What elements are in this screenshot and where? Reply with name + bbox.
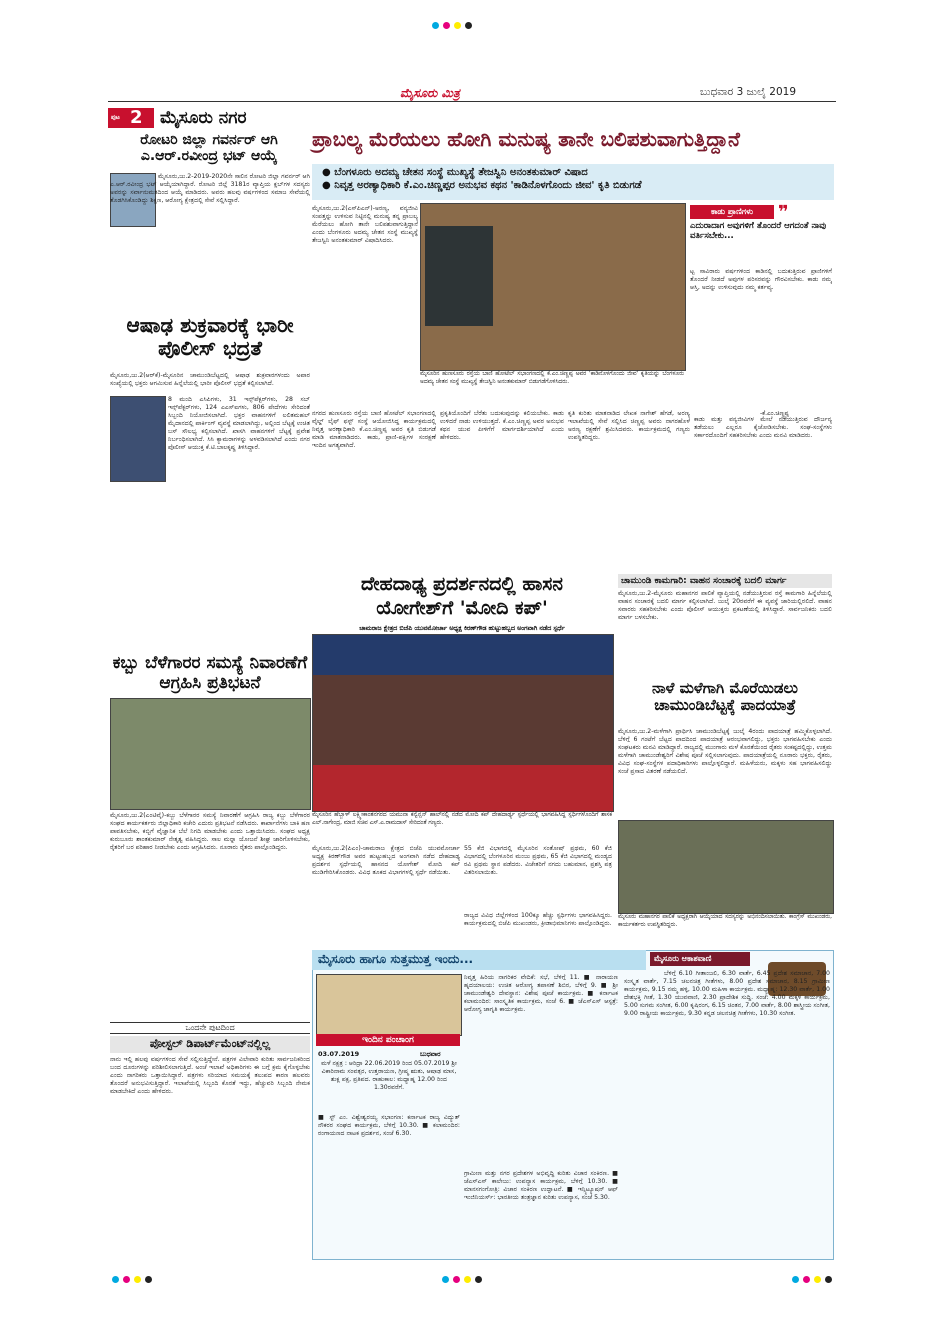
panchanga-body: ಮಳೆ ನಕ್ಷತ್ರ : ಆರಿದ್ರಾ 22.06.2019 ರಿಂದ 05.07.2019 ಶ್ರೀ ವಿಕಾರಿನಾಮ ಸಂವತ್ಸರ, ಉತ್ತರಾಯಣ, ಗ್ರೀಷ್ಮ ಋತು, ಆಷಾಢ ಮಾಸ, ಶುಕ್ಲ ಪಕ್ಷ, ಪ್ರತಿಪದ. ರಾಹುಕಾಲ: ಮಧ್ಯಾಹ್ನ 12.00 ರಿಂದ 1.30ರವರೆಗೆ. bbox=[321, 1060, 457, 1091]
page-number: 2 bbox=[130, 107, 143, 128]
lead-body-5: ಕಾಡು ಮತ್ತು ವನ್ಯಜೀವಿಗಳ ಮೇಲೆ ನಡೆಯುತ್ತಿರುವ ದೌರ್ಜನ್ಯ ತಡೆಯಲು ಎಲ್ಲರೂ ಕೈಜೋಡಿಸಬೇಕು. ಸಂಘ-ಸಂಸ್ಥೆಗಳು ಸರ್ಕಾರದೊಂದಿಗೆ ಸಹಕರಿಸಬೇಕು ಎಂದು ಮನವಿ ಮಾಡಿದರು. bbox=[694, 416, 832, 439]
sidebar-heading: ಎದುರಾದಾಗ ಅವುಗಳಿಗೆ ತೊಂದರೆ ಆಗದಂತೆ ನಾವು ವರ್ತಿಸಬೇಕು... bbox=[690, 221, 827, 241]
events-col-2: ನಿವೃತ್ತ ಹಿರಿಯ ನಾಗರಿಕರ ವೇದಿಕೆ: ಸಭೆ, ಬೆಳಿಗ್ಗೆ 11. ■ ನಾರಾಯಣ ಹೃದಯಾಲಯ: ಉಚಿತ ಆರೋಗ್ಯ ತಪಾಸಣೆ ಶಿಬಿರ, ಬೆಳಿಗ್ಗೆ 9. ■ ಶ್ರೀ ಚಾಮುಂಡೇಶ್ವರಿ ದೇವಸ್ಥಾನ: ವಿಶೇಷ ಪೂಜೆ ಕಾರ್ಯಕ್ರಮ. ■ ಕರ್ನಾಟಕ ಕಲಾಮಂದಿರ: ಸಾಂಸ್ಕೃತಿಕ ಕಾರ್ಯಕ್ರಮ, ಸಂಜೆ 6. ■ ಜೆಎಸ್‌ಎಸ್ ಆಸ್ಪತ್ರೆ: ಆರೋಗ್ಯ ಜಾಗೃತಿ ಕಾರ್ಯಕ್ರಮ. bbox=[464, 974, 618, 1013]
chamundi-road-body: ಮೈಸೂರು,ಜು.2-ಮೈಸೂರು ಮಹಾನಗರ ಪಾಲಿಕೆ ವ್ಯಾಪ್ತಿಯಲ್ಲಿ ನಡೆಯುತ್ತಿರುವ ರಸ್ತೆ ಕಾಮಗಾರಿ ಹಿನ್ನೆಲೆಯಲ್ಲಿ ವಾಹನ ಸಂಚಾರಕ್ಕೆ ಬದಲಿ ಮಾರ್ಗ ಕಲ್ಪಿಸಲಾಗಿದೆ. ಜುಲೈ 20ರವರೆಗೆ ಈ ವ್ಯವಸ್ಥೆ ಜಾರಿಯಲ್ಲಿರಲಿದೆ. ವಾಹನ ಸವಾರರು ಸಹಕರಿಸಬೇಕು ಎಂದು ಪೊಲೀಸ್ ಆಯುಕ್ತರು ಪ್ರಕಟಣೆಯಲ್ಲಿ ತಿಳಿಸಿದ್ದಾರೆ. ಸಾರ್ವಜನಿಕರು ಬದಲಿ ಮಾರ್ಗ ಬಳಸಬೇಕು. bbox=[618, 590, 832, 621]
balloon-floor bbox=[313, 765, 613, 811]
events-col-1: ■ ಸ್ಟ್ ಎಂ. ವಿಶ್ವೇಶ್ವರಯ್ಯ ಸಭಾಂಗಣ: ಕರ್ನಾಟಕ ರಾಜ್ಯ ವಿದ್ಯುತ್ ನೌಕರರ ಸಂಘದ ಕಾರ್ಯಕ್ರಮ, ಬೆಳಿಗ್ಗೆ 10.30. ■ ಕಲಾಮಂದಿರ: ರಂಗಾಯಣದ ನಾಟಕ ಪ್ರದರ್ಶನ, ಸಂಜೆ 6.30. bbox=[318, 1114, 460, 1137]
lead-body-1: ಮೈಸೂರು,ಜು.2(ಎಸ್‌ಪಿಎನ್)-ಅರಣ್ಯ, ವನ್ಯಜೀವಿ ಸಂಪತ್ತನ್ನು ಉಳಿಸುವ ನಿಟ್ಟಿನಲ್ಲಿ ಮನುಷ್ಯ ತನ್ನ ಪ್ರಾಬಲ್ಯ ಮೆರೆಯಲು ಹೋಗಿ ತಾನೇ ಬಲಿಪಶುವಾಗುತ್ತಿದ್ದಾನೆ ಎಂದು ಬೆಂಗಳೂರು ಅದಮ್ಯ ಚೇತನ ಸಂಸ್ಥೆ ಮುಖ್ಯಸ್ಥೆ ತೇಜಸ್ವಿನಿ ಅನಂತಕುಮಾರ್ ವಿಷಾದಿಸಿದರು. bbox=[312, 205, 418, 244]
continued-body: ನಾನು ಇಲ್ಲಿ ಹಲವು ವರ್ಷಗಳಿಂದ ಸೇವೆ ಸಲ್ಲಿಸುತ್ತಿದ್ದೇನೆ. ಪತ್ರಗಳ ವಿಲೇವಾರಿ ಕುರಿತು ಸಾರ್ವಜನಿಕರಿಂದ ಬಂದ ದೂರುಗಳನ್ನು ಪರಿಶೀಲಿಸಲಾಗುತ್ತಿದೆ. ಅಂಚೆ ಇಲಾಖೆ ಅಧಿಕಾರಿಗಳು ಈ ಬಗ್ಗೆ ಕ್ರಮ ಕೈಗೊಳ್ಳಬೇಕು ಎಂದು ನಾಗರಿಕರು ಒತ್ತಾಯಿಸಿದ್ದಾರೆ. ಪತ್ರಗಳು ಸರಿಯಾದ ಸಮಯಕ್ಕೆ ತಲುಪದ ಕಾರಣ ಹಲವರು ತೊಂದರೆ ಅನುಭವಿಸುತ್ತಿದ್ದಾರೆ. ಇಲಾಖೆಯಲ್ಲಿ ಸಿಬ್ಬಂದಿ ಕೊರತೆ ಇದ್ದು, ಹೆಚ್ಚುವರಿ ಸಿಬ್ಬಂದಿ ನೇಮಕ ಮಾಡಬೇಕಿದೆ ಎಂದು ಹೇಳಿದರು. bbox=[110, 1056, 310, 1095]
sidebar-body: ಟ್ಟ ಸಾವಿರಾರು ವರ್ಷಗಳಿಂದ ಕಾಡಿನಲ್ಲಿ ಬದುಕುತ್ತಿರುವ ಪ್ರಾಣಿಗಳಿಗೆ ತೊಂದರೆ ನೀಡದೆ ಅವುಗಳ ಪರಿಸರವನ್ನು ಗೌರವಿಸಬೇಕು. ಕಾಡು ನಮ್ಮ ಆಸ್ತಿ, ಅದನ್ನು ಉಳಿಸುವುದು ನಮ್ಮ ಕರ್ತವ್ಯ. bbox=[690, 268, 832, 291]
bullet-icon: ● bbox=[322, 167, 331, 178]
lead-bullet-1 bbox=[312, 164, 834, 178]
bodybuilding-body-2: 55 ಕೆಜಿ ವಿಭಾಗದಲ್ಲಿ ಮೈಸೂರಿನ ಸಂತೋಷ್ ಪ್ರಥಮ, 60 ಕೆಜಿ ವಿಭಾಗದಲ್ಲಿ ಬೆಂಗಳೂರಿನ ಮಂಜು ಪ್ರಥಮ, 65 ಕೆಜಿ ವಿಭಾಗದಲ್ಲಿ ಮಂಡ್ಯದ ರವಿ ಪ್ರಥಮ ಸ್ಥಾನ ಪಡೆದರು. ವಿಜೇತರಿಗೆ ನಗದು ಬಹುಮಾನ, ಪ್ರಶಸ್ತಿ ಪತ್ರ ವಿತರಿಸಲಾಯಿತು. bbox=[464, 845, 612, 876]
lead-bullet-2-text: ನಿವೃತ್ತ ಅರಣ್ಯಾಧಿಕಾರಿ ಕೆ.ಎಂ.ಚಿಣ್ಣಪ್ಪರ ಅನುಭವ ಕಥನ 'ಕಾಡಿನೊಳಗೊಂದು ಜೀವ' ಕೃತಿ ಬಿಡುಗಡೆ bbox=[334, 180, 642, 191]
bodybuilding-headline-1: ದೇಹದಾಢ್ಯ ಪ್ರದರ್ಶನದಲ್ಲಿ ಹಾಸನ bbox=[361, 573, 563, 595]
radio-title: ಮೈಸೂರು ಆಕಾಶವಾಣಿ bbox=[650, 952, 750, 966]
bodybuilding-body-1: ಮೈಸೂರು,ಜು.2(ಪಿಎಂ)-ಚಾಮರಾಜ ಕ್ಷೇತ್ರದ ಬಿಜೆಪಿ ಯುವಮೋರ್ಚಾ ಅಧ್ಯಕ್ಷ ಕಿರಣ್‌ಗೌಡ ಅವರ ಹುಟ್ಟುಹಬ್ಬದ ಅಂಗವಾಗಿ ನಡೆದ ದೇಹದಾಢ್ಯ ಪ್ರದರ್ಶನ ಸ್ಪರ್ಧೆಯಲ್ಲಿ ಹಾಸನದ ಯೋಗೇಶ್ ಮೋದಿ ಕಪ್ ಮುಡಿಗೇರಿಸಿಕೊಂಡರು. ವಿವಿಧ ತೂಕದ ವಿಭಾಗಗಳಲ್ಲಿ ಸ್ಪರ್ಧೆ ನಡೆಯಿತು. bbox=[312, 845, 460, 876]
bodybuilding-headline-2: ಯೋಗೇಶ್‌ಗೆ 'ಮೋದಿ ಕಪ್' bbox=[376, 597, 548, 619]
protest-photo bbox=[110, 698, 311, 810]
felicitation-caption: ಮೈಸೂರು ಮಹಾನಗರ ಪಾಲಿಕೆ ಅಧ್ಯಕ್ಷರಾಗಿ ಆಯ್ಕೆಯಾದ ಸದಸ್ಯರನ್ನು ಅಭಿನಂದಿಸಲಾಯಿತು. ಕಾಂಗ್ರೆಸ್ ಮುಖಂಡರು, ಕಾರ್ಯಕರ್ತರು ಉಪಸ್ಥಿತರಿದ್ದರು. bbox=[618, 914, 832, 928]
felicitation-photo bbox=[618, 820, 834, 914]
lead-body-4: ಕೃತಿ ಕುರಿತು ಮಾತನಾಡಿದ ಲೇಖಕ ನಾಗೇಶ್ ಹೆಗಡೆ, ಅರಣ್ಯ ಇಲಾಖೆಯಲ್ಲಿ ಸೇವೆ ಸಲ್ಲಿಸಿದ ಚಿಣ್ಣಪ್ಪ ಅವರು ನಾಗರಹೊಳೆ ಅರಣ್ಯ ರಕ್ಷಣೆಗೆ ಶ್ರಮಿಸಿದವರು. ಕಾರ್ಯಕ್ರಮದಲ್ಲಿ ಗಣ್ಯರು ಉಪಸ್ಥಿತರಿದ್ದರು. bbox=[568, 410, 690, 441]
page-word: ಪುಟ bbox=[111, 114, 120, 121]
bullet-icon: ● bbox=[322, 180, 331, 191]
radio-body: ಬೆಳಿಗ್ಗೆ 6.10 ಗೀತಾಂಜಲಿ, 6.30 ವಾರ್ತೆ, 6.45 ಪ್ರದೇಶ ಸಮಾಚಾರ, 7.00 ಸಂಸ್ಕೃತ ವಾರ್ತೆ, 7.15 ಚಲನಚಿತ್ರ ಗೀತೆಗಳು, 8.00 ಪ್ರದೇಶ ಸಮಾಚಾರ, 8.15 ಗ್ರಾಮೀಣ ಕಾರ್ಯಕ್ರಮ, 9.15 ನಮ್ಮ ಹಳ್ಳಿ, 10.00 ಮಹಿಳಾ ಕಾರ್ಯಕ್ರಮ. ಮಧ್ಯಾಹ್ನ: 12.30 ವಾರ್ತೆ, 1.00 ದೇಶಭಕ್ತಿ ಗೀತೆ, 1.30 ಯುವವಾಣಿ, 2.30 ಪ್ರಾದೇಶಿಕ ಸುದ್ದಿ. ಸಂಜೆ: 4.00 ಮಕ್ಕಳ ಕಾರ್ಯಕ್ರಮ, 5.00 ಸುಗಮ ಸಂಗೀತ, 6.00 ಕೃಷಿರಂಗ, 6.15 ಚಿಂತನ, 7.00 ವಾರ್ತೆ, 8.00 ಶಾಸ್ತ್ರೀಯ ಸಂಗೀತ, 9.00 ರಾಷ್ಟ್ರೀಯ ಕಾರ್ಯಕ್ರಮ, 9.30 ಕನ್ನಡ ಚಲನಚಿತ್ರ ಗೀತೆಗಳು, 10.30 ಸಂಗೀತ. bbox=[624, 970, 830, 1017]
sugarcane-headline: ಕಬ್ಬು ಬೆಳೆಗಾರರ ಸಮಸ್ಯೆ ನಿವಾರಣೆಗೆ ಆಗ್ರಹಿಸಿ ಪ್ರತಿಭಟನೆ bbox=[112, 653, 308, 693]
panchanga-weekday: ಬುಧವಾರ bbox=[420, 1050, 441, 1058]
registration-marks-top bbox=[430, 14, 474, 33]
quote-icon: ❞ bbox=[778, 202, 789, 223]
continued-label: ಒಂದನೇ ಪುಟದಿಂದ bbox=[110, 1022, 310, 1034]
book-release-photo bbox=[420, 203, 686, 371]
page-number-badge bbox=[108, 108, 154, 128]
bodybuilding-subhead: ಚಾಮರಾಜ ಕ್ಷೇತ್ರದ ಬಿಜೆಪಿ ಯುವಮೋರ್ಚಾ ಅಧ್ಯಕ್ಷ ಕಿರಣ್‌ಗೌಡ ಹುಟ್ಟುಹಬ್ಬದ ಅಂಗವಾಗಿ ನಡೆದ ಸ್ಪರ್ಧೆ bbox=[359, 625, 565, 632]
masthead-rule bbox=[108, 101, 836, 102]
rotary-headline: ರೋಟರಿ ಜಿಲ್ಲಾ ಗವರ್ನರ್ ಆಗಿ ಎ.ಆರ್.ರವೀಂದ್ರ ಭಟ್ ಆಯ್ಕೆ bbox=[140, 132, 278, 165]
bodybuilding-caption: ಮೈಸೂರಿನ ಹೆಬ್ಬಾಳ್ ಲಕ್ಷ್ಮೀಕಾಂತನಗರದ ಯಮುನಾ ಕನ್ವೆನ್ಷನ್ ಹಾಲ್‌ನಲ್ಲಿ ನಡೆದ ಮೋದಿ ಕಪ್ ದೇಹದಾರ್ಢ್ಯ ಸ್ಪರ್ಧೆಯಲ್ಲಿ ಭಾಗವಹಿಸಿದ್ದ ಸ್ಪರ್ಧಿಗಳೊಂದಿಗೆ ಶಾಸಕ ಎಲ್.ನಾಗೇಂದ್ರ, ಮಾಜಿ ಸಚಿವ ಎಸ್.ಎ.ರಾಮದಾಸ್ ಸೇರಿದಂತೆ ಗಣ್ಯರು. bbox=[312, 812, 612, 826]
rotary-body: ಮೈಸೂರು,ಜು.2-2019-2020ನೇ ಸಾಲಿನ ರೋಟರಿ ಜಿಲ್ಲಾ ಗವರ್ನರ್ ಆಗಿ ಎ.ಆರ್.ರವೀಂದ್ರ ಭಟ್ ಆಯ್ಕೆಯಾಗಿದ್ದಾರೆ. ರೋಟರಿ ಜಿಲ್ಲೆ 3181ರ ವ್ಯಾಪ್ತಿಯ ಕ್ಲಬ್‌ಗಳ ಸದಸ್ಯರು ಅವರನ್ನು ಸರ್ವಾನುಮತದಿಂದ ಆಯ್ಕೆ ಮಾಡಿದರು. ಅವರು ಹಲವು ವರ್ಷಗಳಿಂದ ಸಮಾಜ ಸೇವೆಯಲ್ಲಿ ತೊಡಗಿಸಿಕೊಂಡಿದ್ದು ಶಿಕ್ಷಣ, ಆರೋಗ್ಯ ಕ್ಷೇತ್ರದಲ್ಲಿ ಸೇವೆ ಸಲ್ಲಿಸಿದ್ದಾರೆ. bbox=[110, 173, 310, 204]
lead-bullet-1-text: ಬೆಂಗಳೂರು ಅದಮ್ಯ ಚೇತನ ಸಂಸ್ಥೆ ಮುಖ್ಯಸ್ಥೆ ತೇಜಸ್ವಿನಿ ಅನಂತಕುಮಾರ್ ವಿಷಾದ bbox=[334, 167, 588, 178]
sugarcane-body: ಮೈಸೂರು,ಜು.2(ಎಂಟಿವೈ)-ಕಬ್ಬು ಬೆಳೆಗಾರರ ಸಮಸ್ಯೆ ನಿವಾರಣೆಗೆ ಆಗ್ರಹಿಸಿ ರಾಜ್ಯ ಕಬ್ಬು ಬೆಳೆಗಾರರ ಸಂಘದ ಕಾರ್ಯಕರ್ತರು ಜಿಲ್ಲಾಧಿಕಾರಿ ಕಚೇರಿ ಎದುರು ಪ್ರತಿಭಟನೆ ನಡೆಸಿದರು. ಕಾರ್ಖಾನೆಗಳು ಬಾಕಿ ಹಣ ಪಾವತಿಸಬೇಕು, ಕಬ್ಬಿಗೆ ವೈಜ್ಞಾನಿಕ ಬೆಲೆ ನಿಗದಿ ಮಾಡಬೇಕು ಎಂದು ಒತ್ತಾಯಿಸಿದರು. ಸಂಘದ ಅಧ್ಯಕ್ಷ ಕುರುಬೂರು ಶಾಂತಕುಮಾರ್ ನೇತೃತ್ವ ವಹಿಸಿದ್ದರು. ಸಾಲ ಮನ್ನಾ ಯೋಜನೆ ಶೀಘ್ರ ಜಾರಿಗೊಳಿಸಬೇಕು, ರೈತರಿಗೆ ಬರ ಪರಿಹಾರ ನೀಡಬೇಕು ಎಂದು ಆಗ್ರಹಿಸಿದರು. ನೂರಾರು ರೈತರು ಪಾಲ್ಗೊಂಡಿದ್ದರು. bbox=[110, 812, 310, 851]
lead-bullets bbox=[312, 164, 834, 200]
masthead-logo: ಮೈಸೂರು ಮಿತ್ರ bbox=[400, 86, 460, 100]
sidebar-tag: ಕಾಡು ಪ್ರಾಣಿಗಳು bbox=[690, 205, 774, 219]
continued-headline: ಪೋಸ್ಟಲ್ ಡಿಪಾರ್ಟ್‌ಮೆಂಟ್‌ನಲ್ಲಿಲ್ಲ bbox=[110, 1036, 310, 1053]
padayatra-headline: ನಾಳೆ ಮಳೆಗಾಗಿ ಮೊರೆಯಿಡಲು ಚಾಮುಂಡಿಬೆಟ್ಟಕ್ಕೆ ಪಾದಯಾತ್ರೆ bbox=[652, 679, 798, 715]
panchanga-title: ಇಂದಿನ ಪಂಚಾಂಗ bbox=[316, 1034, 460, 1046]
lead-bullet-2 bbox=[312, 178, 834, 191]
chamundi-road-tag: ಚಾಮುಂಡಿ ಕಾಮಗಾರಿ: ವಾಹನ ಸಂಚಾರಕ್ಕೆ ಬದಲಿ ಮಾರ್ಗ bbox=[618, 574, 832, 588]
lead-body-2: ನಗರದ ಹುಣಸೂರು ರಸ್ತೆಯ ಬಾಣಿ ಹೋಟೆಲ್ ಸಭಾಂಗಣದಲ್ಲಿ ವೈಲ್ಡ್ ಲೈಫ್ ಫಸ್ಟ್ ಸಂಸ್ಥೆ ಆಯೋಜಿಸಿದ್ದ ಕಾರ್ಯಕ್ರಮದಲ್ಲಿ ನಿವೃತ್ತ ಅರಣ್ಯಾಧಿಕಾರಿ ಕೆ.ಎಂ.ಚಿಣ್ಣಪ್ಪ ಅವರ ಕೃತಿ ಬಿಡುಗಡೆ ಮಾಡಿ ಮಾತನಾಡಿದರು. ಕಾಡು, ಪ್ರಾಣಿ-ಪಕ್ಷಿಗಳ ಸಂರಕ್ಷಣೆ ಇಂದಿನ ಅಗತ್ಯವಾಗಿದೆ. bbox=[312, 410, 436, 449]
police-intro: ಮೈಸೂರು,ಜು.2(ಆರ್‌ಕೆ)-ಮೈಸೂರಿನ ಚಾಮುಂಡಿಬೆಟ್ಟದಲ್ಲಿ ಆಷಾಢ ಶುಕ್ರವಾರಗಳಂದು ಅಪಾರ ಸಂಖ್ಯೆಯಲ್ಲಿ ಭಕ್ತರು ಆಗಮಿಸುವ ಹಿನ್ನೆಲೆಯಲ್ಲಿ ಭಾರೀ ಪೊಲೀಸ್ ಭದ್ರತೆ ಕಲ್ಪಿಸಲಾಗಿದೆ. bbox=[110, 372, 310, 387]
registration-marks-bottom bbox=[110, 1268, 154, 1287]
panchanga-date: 03.07.2019 bbox=[318, 1050, 360, 1058]
elephant-poster bbox=[425, 226, 493, 326]
events-title: ಮೈಸೂರು ಹಾಗೂ ಸುತ್ತಮುತ್ತ ಇಂದು... bbox=[318, 952, 474, 966]
bodybuilding-body-3: ರಾಜ್ಯದ ವಿವಿಧ ಜಿಲ್ಲೆಗಳಿಂದ 100ಕ್ಕೂ ಹೆಚ್ಚು ಸ್ಪರ್ಧಿಗಳು ಭಾಗವಹಿಸಿದ್ದರು. ಕಾರ್ಯಕ್ರಮದಲ್ಲಿ ಬಿಜೆಪಿ ಮುಖಂಡರು, ಕ್ರೀಡಾಭಿಮಾನಿಗಳು ಪಾಲ್ಗೊಂಡಿದ್ದರು. bbox=[464, 912, 612, 927]
lead-headline: ಪ್ರಾಬಲ್ಯ ಮೆರೆಯಲು ಹೋಗಿ ಮನುಷ್ಯ ತಾನೇ ಬಲಿಪಶುವಾಗುತ್ತಿದ್ದಾನೆ bbox=[312, 127, 740, 151]
registration-marks-bottom-right bbox=[790, 1268, 834, 1287]
padayatra-body: ಮೈಸೂರು,ಜು.2-ಮಳೆಗಾಗಿ ಪ್ರಾರ್ಥಿಸಿ ಚಾಮುಂಡಿಬೆಟ್ಟಕ್ಕೆ ಜುಲೈ 4ರಂದು ಪಾದಯಾತ್ರೆ ಹಮ್ಮಿಕೊಳ್ಳಲಾಗಿದೆ. ಬೆಳಿಗ್ಗೆ 6 ಗಂಟೆಗೆ ಬೆಟ್ಟದ ಪಾದದಿಂದ ಪಾದಯಾತ್ರೆ ಆರಂಭವಾಗಲಿದ್ದು, ಭಕ್ತರು ಭಾಗವಹಿಸಬೇಕು ಎಂದು ಸಂಘಟಕರು ಮನವಿ ಮಾಡಿದ್ದಾರೆ. ರಾಜ್ಯದಲ್ಲಿ ಮುಂಗಾರು ಮಳೆ ಕೊರತೆಯಿಂದ ರೈತರು ಸಂಕಷ್ಟದಲ್ಲಿದ್ದು, ಉತ್ತಮ ಮಳೆಗಾಗಿ ಚಾಮುಂಡೇಶ್ವರಿಗೆ ವಿಶೇಷ ಪೂಜೆ ಸಲ್ಲಿಸಲಾಗುವುದು. ಪಾದಯಾತ್ರೆಯಲ್ಲಿ ನೂರಾರು ಭಕ್ತರು, ರೈತರು, ವಿವಿಧ ಸಂಘ-ಸಂಸ್ಥೆಗಳ ಪದಾಧಿಕಾರಿಗಳು ಪಾಲ್ಗೊಳ್ಳಲಿದ್ದಾರೆ. ಮಹಿಳೆಯರು, ಮಕ್ಕಳು ಸಹ ಭಾಗವಹಿಸಲಿದ್ದು ಸಂಜೆ ಪ್ರಸಾದ ವಿತರಣೆ ನಡೆಯಲಿದೆ. bbox=[618, 728, 832, 775]
palace-photo bbox=[316, 974, 462, 1036]
bodybuilding-photo bbox=[312, 634, 614, 812]
police-body: 8 ಮಂದಿ ಎಸಿಪಿಗಳು, 31 ಇನ್ಸ್‌ಪೆಕ್ಟರ್‌ಗಳು, 28 ಸಬ್ ಇನ್ಸ್‌ಪೆಕ್ಟರ್‌ಗಳು, 124 ಎಎಸ್‌ಐಗಳು, 806 ಪೇದೆಗಳು ಸೇರಿದಂತೆ ಸಿಬ್ಬಂದಿ ನಿಯೋಜಿಸಲಾಗಿದೆ. ಭಕ್ತರ ವಾಹನಗಳಿಗೆ ಲಲಿತಮಹಲ್ ಮೈದಾನದಲ್ಲಿ ಪಾರ್ಕಿಂಗ್ ವ್ಯವಸ್ಥೆ ಮಾಡಲಾಗಿದ್ದು, ಅಲ್ಲಿಂದ ಬೆಟ್ಟಕ್ಕೆ ಉಚಿತ ಬಸ್ ಸೌಲಭ್ಯ ಕಲ್ಪಿಸಲಾಗಿದೆ. ಖಾಸಗಿ ವಾಹನಗಳಿಗೆ ಬೆಟ್ಟಕ್ಕೆ ಪ್ರವೇಶ ನಿರ್ಬಂಧಿಸಲಾಗಿದೆ. ಸಿಸಿ ಕ್ಯಾಮರಾಗಳನ್ನು ಅಳವಡಿಸಲಾಗಿದೆ ಎಂದು ನಗರ ಪೊಲೀಸ್ ಆಯುಕ್ತ ಕೆ.ಟಿ.ಬಾಲಕೃಷ್ಣ ತಿಳಿಸಿದ್ದಾರೆ. bbox=[168, 396, 310, 451]
section-title: ಮೈಸೂರು ನಗರ bbox=[160, 108, 247, 128]
book-release-caption: ಮೈಸೂರಿನ ಹುಣಸೂರು ರಸ್ತೆಯ ಬಾಣಿ ಹೋಟೆಲ್ ಸಭಾಂಗಣದಲ್ಲಿ ಕೆ.ಎಂ.ಚಿಣ್ಣಪ್ಪ ಅವರ 'ಕಾಡಿನೊಳಗೊಂದು ಜೀವ' ಕೃತಿಯನ್ನು ಬೆಂಗಳೂರು ಅದಮ್ಯ ಚೇತನ ಸಂಸ್ಥೆ ಮುಖ್ಯಸ್ಥೆ ತೇಜಸ್ವಿನಿ ಅನಂತಕುಮಾರ್ ಬಿಡುಗಡೆಗೊಳಿಸಿದರು. bbox=[420, 371, 684, 385]
police-commissioner-photo bbox=[110, 396, 166, 482]
lead-body-3: ಪ್ರಕೃತಿಯೊಂದಿಗೆ ಬೆರೆತು ಬದುಕುವುದನ್ನು ಕಲಿಯಬೇಕು. ಕಾಡು ಉಳಿದರೆ ನಾಡು ಉಳಿಯುತ್ತದೆ. ಕೆ.ಎಂ.ಚಿಣ್ಣಪ್ಪ ಅವರ ಅನುಭವ ಕಥನ ಯುವ ಪೀಳಿಗೆಗೆ ಮಾರ್ಗದರ್ಶಿಯಾಗಿದೆ ಎಂದು ಹೇಳಿದರು. bbox=[440, 410, 564, 441]
masthead-date: ಬುಧವಾರ 3 ಜುಲೈ 2019 bbox=[700, 86, 797, 98]
stage-backdrop bbox=[313, 635, 613, 675]
events-col-3: ಗ್ರಾಮೀಣ ಮತ್ತು ನಗರ ಪ್ರದೇಶಗಳ ಅಭಿವೃದ್ಧಿ ಕುರಿತು ವಿಚಾರ ಸಂಕಿರಣ. ■ ಜೆಎಸ್‌ಎಸ್ ಕಾಲೇಜು: ಉಪನ್ಯಾಸ ಕಾರ್ಯಕ್ರಮ, ಬೆಳಿಗ್ಗೆ 10.30. ■ ಮಾನಸಗಂಗೋತ್ರಿ: ವಿಚಾರ ಸಂಕಿರಣ ಉದ್ಘಾಟನೆ. ■ ಇನ್ಸ್ಟಿಟ್ಯೂಷನ್ ಆಫ್ ಇಂಜಿನಿಯರ್ಸ್: ಭಾರತೀಯ ತಂತ್ರಜ್ಞಾನ ಕುರಿತು ಉಪನ್ಯಾಸ, ಸಂಜೆ 5.30. bbox=[464, 1170, 618, 1201]
registration-marks-bottom-center bbox=[440, 1268, 484, 1287]
sidebar-byline: -ಕೆ.ಎಂ.ಚಿಣ್ಣಪ್ಪ bbox=[760, 410, 789, 417]
police-headline: ಆಷಾಢ ಶುಕ್ರವಾರಕ್ಕೆ ಭಾರೀ ಪೊಲೀಸ್ ಭದ್ರತೆ bbox=[126, 313, 294, 360]
